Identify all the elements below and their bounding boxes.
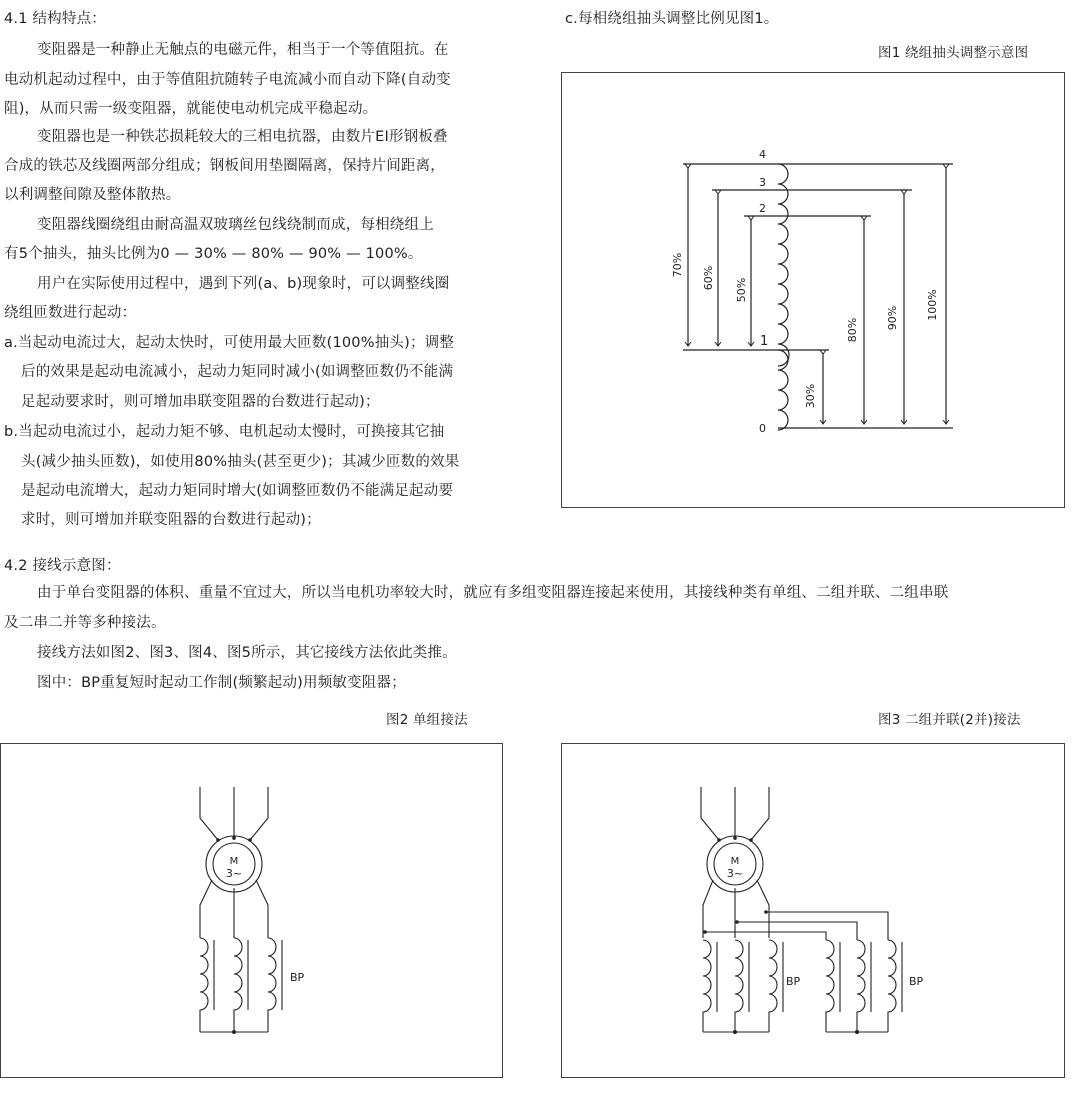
figure-1-labels: [671, 148, 939, 435]
bp-label: BP: [786, 975, 801, 988]
percent-label: 90%: [886, 305, 899, 331]
figure-1-diagram: [683, 164, 953, 430]
tap-label-3: 3: [759, 176, 766, 189]
list-item-c: c.每相绕组抽头调整比例见图1。: [565, 11, 779, 27]
coil: [888, 940, 896, 1032]
paragraph-line: 变阻器线圈绕组由耐高温双玻璃丝包线绕制而成，每相绕组上: [37, 217, 434, 233]
figure-2-diagram: [200, 787, 282, 1032]
percent-label: 60%: [702, 265, 715, 291]
figure-2-caption: 图2 单组接法: [386, 712, 468, 728]
section-4-1-heading: 4.1 结构特点：: [4, 11, 106, 27]
motor-phase-label: 3~: [225, 867, 243, 880]
coil: [826, 940, 834, 1032]
bp-label: BP: [290, 971, 305, 984]
tap-label-0: 0: [759, 422, 766, 435]
figure-3-dots: [703, 836, 859, 1034]
figure-1-caption: 图1 绕组抽头调整示意图: [878, 45, 1029, 61]
paragraph-line: 电动机起动过程中，由于等值阻抗随转子电流减小而自动下降(自动变: [4, 72, 451, 88]
figure-3-diagram: [701, 787, 902, 1032]
tap-label-1: 1: [760, 334, 769, 349]
list-item-b-line: 头(减少抽头匝数)，如使用80%抽头(甚至更少)；其减少匝数的效果: [21, 454, 460, 470]
paragraph-line: 以利调整间隙及整体散热。: [4, 187, 181, 203]
list-item-b-line: b.当起动电流过小，起动力矩不够、电机起动太慢时，可换接其它抽: [4, 424, 445, 440]
bp-label: BP: [909, 975, 924, 988]
section-4-2-heading: 4.2 接线示意图：: [4, 558, 121, 574]
tap-label-4: 4: [759, 148, 766, 161]
coil: [268, 938, 276, 1032]
paragraph-line: 阻)，从而只需一级变阻器，就能使电动机完成平稳起动。: [4, 101, 378, 117]
paragraph-line: 绕组匝数进行起动：: [4, 305, 137, 321]
coil: [769, 940, 777, 1032]
coil: [234, 938, 242, 1032]
tap-label-2: 2: [759, 202, 766, 215]
figure-2-labels: [226, 856, 305, 984]
motor-m-label: M: [229, 856, 239, 867]
motor-m-label: M: [730, 856, 740, 867]
coil: [735, 940, 743, 1032]
percent-label: 30%: [804, 383, 817, 409]
paragraph-line: 图中：BP重复短时起动工作制(频繁起动)用频敏变阻器；: [37, 675, 406, 691]
paragraph-line: 合成的铁芯及线圈两部分组成；钢板间用垫圈隔离，保持片间距离，: [4, 158, 445, 174]
motor-phase-label: 3~: [726, 867, 744, 880]
percent-label: 50%: [735, 277, 748, 303]
list-item-a-line: a.当起动电流过大，起动太快时，可使用最大匝数(100%抽头)；调整: [4, 335, 455, 351]
coil: [200, 938, 208, 1032]
percent-label: 80%: [846, 317, 859, 343]
percent-label: 70%: [671, 252, 684, 278]
paragraph-line: 变阻器是一种静止无触点的电磁元件，相当于一个等值阻抗。在: [37, 42, 449, 58]
paragraph-line: 及二串二并等多种接法。: [4, 615, 166, 631]
coil: [857, 940, 865, 1032]
figure-3-caption: 图3 二组并联(2并)接法: [878, 712, 1021, 728]
list-item-a-line: 后的效果是起动电流减小，起动力矩同时减小(如调整匝数仍不能满: [21, 364, 454, 380]
paragraph-line: 接线方法如图2、图3、图4、图5所示，其它接线方法依此类推。: [37, 645, 457, 661]
list-item-b-line: 求时，则可增加并联变阻器的台数进行起动)；: [21, 512, 321, 528]
list-item-b-line: 是起动电流增大，起动力矩同时增大(如调整匝数仍不能满足起动要: [21, 483, 454, 499]
list-item-a-line: 足起动要求时，则可增加串联变阻器的台数进行起动)；: [21, 394, 380, 410]
paragraph-line: 变阻器也是一种铁芯损耗较大的三相电抗器，由数片EI形钢板叠: [37, 129, 448, 145]
paragraph-line: 由于单台变阻器的体积、重量不宜过大，所以当电机功率较大时，就应有多组变阻器连接起来使用，其接线种类有单组、二组并联、二组串联: [37, 585, 949, 601]
paragraph-line: 有5个抽头，抽头比例为0 — 30% — 80% — 90% — 100%。: [4, 246, 423, 262]
percent-label: 100%: [926, 289, 939, 321]
coil: [703, 940, 711, 1032]
paragraph-line: 用户在实际使用过程中，遇到下列(a、b)现象时，可以调整线圈: [37, 276, 450, 292]
winding-coil: [778, 164, 789, 430]
